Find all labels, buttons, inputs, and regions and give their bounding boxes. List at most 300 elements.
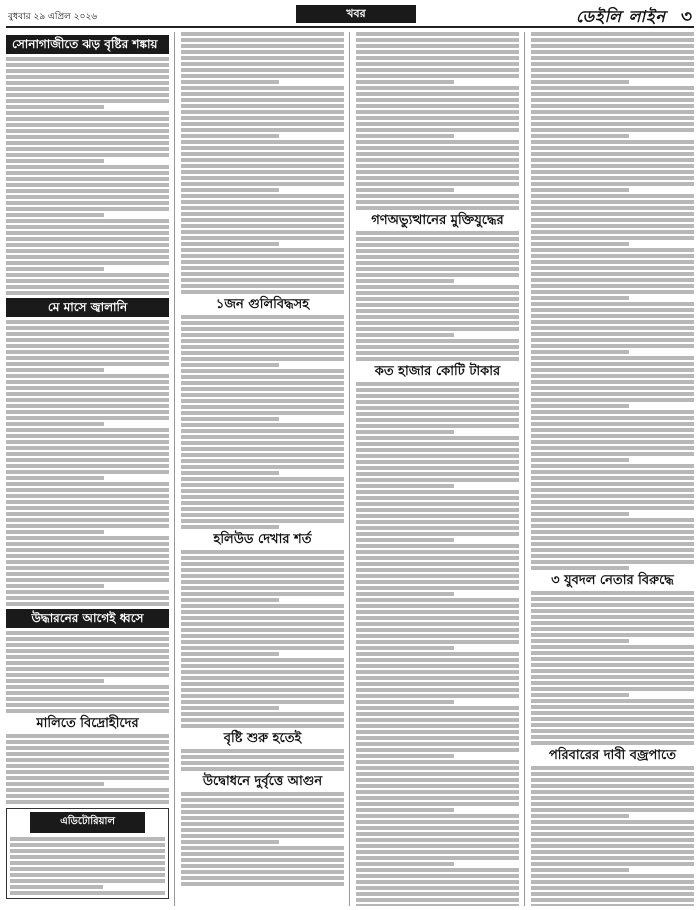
text-line — [356, 490, 519, 494]
text-line — [6, 177, 169, 181]
text-line — [6, 249, 169, 253]
text-line — [356, 412, 519, 416]
text-line — [6, 464, 169, 468]
text-line — [356, 273, 519, 277]
text-line — [356, 333, 454, 337]
text-line — [531, 766, 694, 770]
text-line — [356, 904, 519, 906]
text-line — [356, 730, 519, 734]
text-line — [6, 374, 169, 378]
issue-date: বুধবার ২৯ এপ্রিল ২০২৬ — [8, 12, 98, 22]
text-line — [6, 69, 169, 73]
text-line — [6, 782, 104, 786]
text-line — [531, 615, 694, 619]
text-line — [356, 56, 519, 60]
text-line — [531, 212, 694, 216]
text-line — [6, 213, 104, 217]
text-line — [356, 158, 519, 162]
text-line — [531, 110, 694, 114]
text-line — [181, 218, 344, 222]
text-line — [356, 640, 519, 644]
text-line — [531, 880, 694, 884]
text-line — [6, 500, 169, 504]
text-line — [181, 32, 344, 36]
text-line — [181, 284, 344, 288]
text-line — [531, 741, 694, 745]
text-line — [181, 417, 279, 421]
text-line — [531, 308, 694, 312]
text-line — [356, 664, 519, 668]
text-line — [181, 634, 344, 638]
text-line — [531, 675, 694, 679]
text-line — [356, 466, 519, 470]
article-body — [356, 382, 519, 906]
text-line — [6, 368, 104, 372]
text-line — [356, 562, 519, 566]
text-line — [181, 810, 344, 814]
text-line — [356, 874, 519, 878]
text-line — [6, 758, 169, 762]
text-line — [181, 248, 344, 252]
text-line — [181, 399, 344, 403]
text-line — [356, 796, 519, 800]
text-line — [356, 68, 519, 72]
text-line — [6, 81, 169, 85]
text-line — [531, 898, 694, 902]
text-line — [531, 452, 694, 456]
text-line — [181, 610, 344, 614]
text-line — [531, 224, 694, 228]
text-line — [531, 326, 694, 330]
text-line — [10, 879, 165, 883]
text-line — [6, 548, 169, 552]
text-line — [356, 267, 519, 271]
text-line — [6, 416, 169, 420]
text-line — [181, 550, 344, 554]
text-line — [181, 134, 279, 138]
text-line — [531, 320, 694, 324]
text-line — [6, 404, 169, 408]
text-line — [531, 729, 694, 733]
text-line — [531, 506, 694, 510]
text-line — [356, 496, 519, 500]
text-line — [356, 658, 519, 662]
text-line — [531, 862, 694, 866]
text-line — [531, 374, 694, 378]
text-line — [6, 189, 169, 193]
text-line — [181, 459, 344, 463]
text-line — [6, 446, 169, 450]
text-line — [181, 798, 344, 802]
text-line — [6, 679, 104, 683]
text-line — [531, 560, 694, 564]
text-line — [6, 703, 169, 707]
text-line — [356, 188, 454, 192]
text-line — [6, 326, 169, 330]
text-line — [6, 237, 169, 241]
text-line — [356, 880, 519, 884]
article-body — [356, 231, 519, 361]
text-line — [6, 776, 169, 780]
text-line — [181, 604, 344, 608]
headline: বৃষ্টি শুরু হতেই — [223, 731, 302, 746]
text-line — [6, 93, 169, 97]
text-line — [356, 694, 519, 698]
text-line — [181, 852, 344, 856]
text-line — [531, 814, 629, 818]
text-line — [356, 802, 519, 806]
article-body — [181, 749, 344, 771]
text-line — [6, 661, 169, 665]
text-line — [6, 75, 169, 79]
text-line — [531, 38, 694, 42]
text-line — [181, 453, 344, 457]
text-line — [6, 320, 169, 324]
text-line — [356, 279, 454, 283]
text-line — [181, 429, 344, 433]
text-line — [6, 171, 169, 175]
text-line — [181, 411, 344, 415]
text-line — [181, 345, 344, 349]
text-line — [531, 194, 694, 198]
text-line — [6, 643, 169, 647]
text-line — [181, 146, 344, 150]
text-line — [181, 170, 344, 174]
text-line — [531, 140, 694, 144]
text-line — [356, 448, 519, 452]
text-line — [181, 477, 344, 481]
text-line — [181, 74, 344, 78]
text-line — [6, 476, 104, 480]
text-line — [6, 590, 169, 594]
text-line — [6, 566, 169, 570]
text-line — [181, 194, 344, 198]
text-line — [181, 212, 344, 216]
text-line — [6, 267, 104, 271]
text-line — [181, 104, 344, 108]
text-line — [531, 784, 694, 788]
text-line — [181, 164, 344, 168]
text-line — [6, 183, 169, 187]
text-line — [356, 104, 519, 108]
text-line — [181, 465, 344, 469]
text-line — [181, 525, 279, 529]
text-line — [531, 820, 694, 824]
text-line — [531, 627, 694, 631]
text-line — [6, 356, 169, 360]
text-line — [181, 652, 279, 656]
text-line — [356, 592, 454, 596]
text-line — [181, 333, 344, 337]
text-line — [6, 518, 169, 522]
text-line — [531, 386, 694, 390]
text-line — [531, 158, 694, 162]
text-line — [356, 418, 519, 422]
text-line — [6, 800, 169, 804]
text-line — [181, 646, 344, 650]
text-line — [181, 712, 344, 716]
text-line — [531, 802, 694, 806]
text-line — [531, 723, 694, 727]
text-line — [531, 663, 694, 667]
text-line — [531, 669, 694, 673]
text-line — [356, 550, 519, 554]
text-line — [10, 849, 165, 853]
text-line — [356, 784, 519, 788]
text-line — [531, 597, 694, 601]
text-line — [356, 586, 519, 590]
text-line — [356, 231, 519, 235]
text-line — [531, 44, 694, 48]
text-line — [356, 676, 519, 680]
text-line — [181, 483, 344, 487]
text-line — [6, 506, 169, 510]
text-line — [181, 242, 279, 246]
text-line — [356, 303, 519, 307]
text-line — [356, 243, 519, 247]
text-line — [181, 628, 344, 632]
text-line — [6, 794, 169, 798]
text-line — [356, 170, 519, 174]
text-line — [181, 152, 344, 156]
text-line — [6, 434, 169, 438]
text-line — [531, 404, 629, 408]
text-line — [531, 80, 629, 84]
text-line — [356, 86, 519, 90]
text-line — [356, 351, 519, 355]
text-line — [356, 568, 519, 572]
article-body — [531, 591, 694, 745]
text-line — [531, 416, 694, 420]
text-line — [6, 440, 169, 444]
headline: ৩ যুবদল নেতার বিরুদ্ধে — [551, 573, 674, 588]
text-line — [181, 327, 344, 331]
page-number: ৩ — [680, 7, 692, 27]
text-line — [531, 338, 694, 342]
text-line — [356, 778, 519, 782]
text-line — [356, 297, 519, 301]
text-line — [6, 105, 104, 109]
text-line — [531, 699, 694, 703]
text-line — [6, 99, 169, 103]
text-line — [531, 904, 694, 906]
text-line — [6, 637, 169, 641]
text-line — [181, 110, 344, 114]
text-line — [531, 874, 694, 878]
text-line — [181, 706, 279, 710]
text-line — [6, 141, 169, 145]
headline: ১জন গুলিবিদ্ধসহ — [215, 297, 310, 312]
text-line — [181, 381, 344, 385]
article-body — [181, 792, 344, 886]
article-body — [6, 631, 169, 713]
text-line — [181, 828, 344, 832]
text-line — [181, 182, 344, 186]
text-line — [531, 356, 694, 360]
text-line — [6, 788, 169, 792]
text-line — [531, 302, 694, 306]
text-line — [181, 206, 344, 210]
text-line — [6, 602, 169, 606]
text-line — [531, 591, 694, 595]
text-line — [6, 655, 169, 659]
text-line — [6, 530, 104, 534]
text-line — [356, 760, 519, 764]
article-body — [6, 320, 169, 606]
text-line — [6, 584, 104, 588]
text-line — [356, 790, 519, 794]
text-line — [181, 846, 344, 850]
text-line — [356, 886, 519, 890]
article-body — [531, 32, 694, 570]
text-line — [356, 74, 519, 78]
text-line — [531, 176, 694, 180]
text-line — [356, 706, 519, 710]
text-line — [531, 651, 694, 655]
text-line — [531, 98, 694, 102]
text-line — [6, 195, 169, 199]
article-body — [6, 734, 169, 804]
text-line — [6, 273, 169, 277]
text-line — [356, 309, 519, 313]
text-line — [531, 826, 694, 830]
text-line — [6, 279, 169, 283]
text-line — [181, 140, 344, 144]
text-line — [531, 170, 694, 174]
text-line — [181, 116, 344, 120]
text-line — [181, 749, 344, 753]
text-line — [181, 556, 344, 560]
text-line — [531, 266, 694, 270]
text-line — [356, 454, 519, 458]
text-line — [181, 290, 344, 294]
text-line — [356, 622, 519, 626]
headline: উদ্বোধনে দুর্বৃত্তে আগুন — [202, 774, 323, 789]
text-line — [6, 482, 169, 486]
text-line — [181, 369, 344, 373]
text-line — [356, 532, 519, 536]
text-line — [356, 382, 519, 386]
text-line — [181, 176, 344, 180]
text-line — [531, 705, 694, 709]
text-line — [356, 766, 519, 770]
text-line — [356, 652, 519, 656]
text-line — [531, 50, 694, 54]
text-line — [356, 110, 519, 114]
text-line — [181, 357, 344, 361]
text-line — [356, 544, 519, 548]
text-line — [356, 291, 519, 295]
text-line — [181, 98, 344, 102]
text-line — [181, 188, 279, 192]
text-line — [356, 388, 519, 392]
text-line — [356, 628, 519, 632]
text-line — [6, 494, 169, 498]
text-line — [531, 778, 694, 782]
text-line — [531, 398, 694, 402]
text-line — [356, 50, 519, 54]
text-line — [356, 38, 519, 42]
column-3 — [356, 32, 525, 906]
text-line — [6, 225, 169, 229]
text-line — [356, 838, 519, 842]
text-line — [531, 32, 694, 36]
text-line — [531, 639, 629, 643]
text-line — [356, 261, 519, 265]
text-line — [531, 362, 694, 366]
text-line — [6, 129, 169, 133]
text-line — [181, 278, 344, 282]
text-line — [181, 658, 344, 662]
text-line — [356, 868, 519, 872]
text-line — [181, 272, 344, 276]
text-line — [181, 688, 344, 692]
text-line — [531, 188, 629, 192]
text-line — [356, 164, 519, 168]
text-line — [181, 393, 344, 397]
text-line — [356, 514, 519, 518]
text-line — [531, 536, 694, 540]
text-line — [356, 820, 519, 824]
text-line — [356, 345, 519, 349]
text-line — [6, 524, 169, 528]
text-line — [6, 261, 169, 265]
text-line — [6, 422, 104, 426]
text-line — [6, 488, 169, 492]
text-line — [181, 640, 344, 644]
text-line — [356, 598, 519, 602]
text-line — [181, 694, 344, 698]
text-line — [356, 249, 519, 253]
text-line — [181, 574, 344, 578]
text-line — [531, 735, 694, 739]
text-line — [356, 460, 519, 464]
text-line — [531, 458, 629, 462]
text-line — [531, 494, 694, 498]
text-line — [181, 767, 344, 771]
text-line — [531, 566, 629, 570]
text-line — [356, 424, 519, 428]
text-line — [10, 885, 103, 889]
text-line — [181, 224, 344, 228]
text-line — [356, 206, 519, 210]
text-line — [6, 63, 169, 67]
text-line — [531, 530, 694, 534]
text-line — [531, 392, 694, 396]
text-line — [6, 159, 104, 163]
headline: গণঅভ্যুত্থানের মুক্তিযুদ্ধের — [371, 213, 504, 228]
text-line — [356, 80, 454, 84]
text-line — [356, 400, 519, 404]
text-line — [6, 135, 169, 139]
text-line — [181, 755, 344, 759]
text-line — [181, 363, 279, 367]
text-line — [6, 57, 169, 61]
text-line — [6, 752, 169, 756]
text-line — [181, 447, 344, 451]
text-line — [531, 56, 694, 60]
text-line — [181, 158, 344, 162]
text-line — [181, 718, 344, 722]
text-line — [356, 688, 519, 692]
text-line — [181, 495, 344, 499]
text-line — [181, 664, 344, 668]
text-line — [356, 604, 519, 608]
column-4 — [531, 32, 694, 906]
text-line — [181, 724, 344, 728]
article-body — [531, 766, 694, 906]
text-line — [6, 697, 169, 701]
